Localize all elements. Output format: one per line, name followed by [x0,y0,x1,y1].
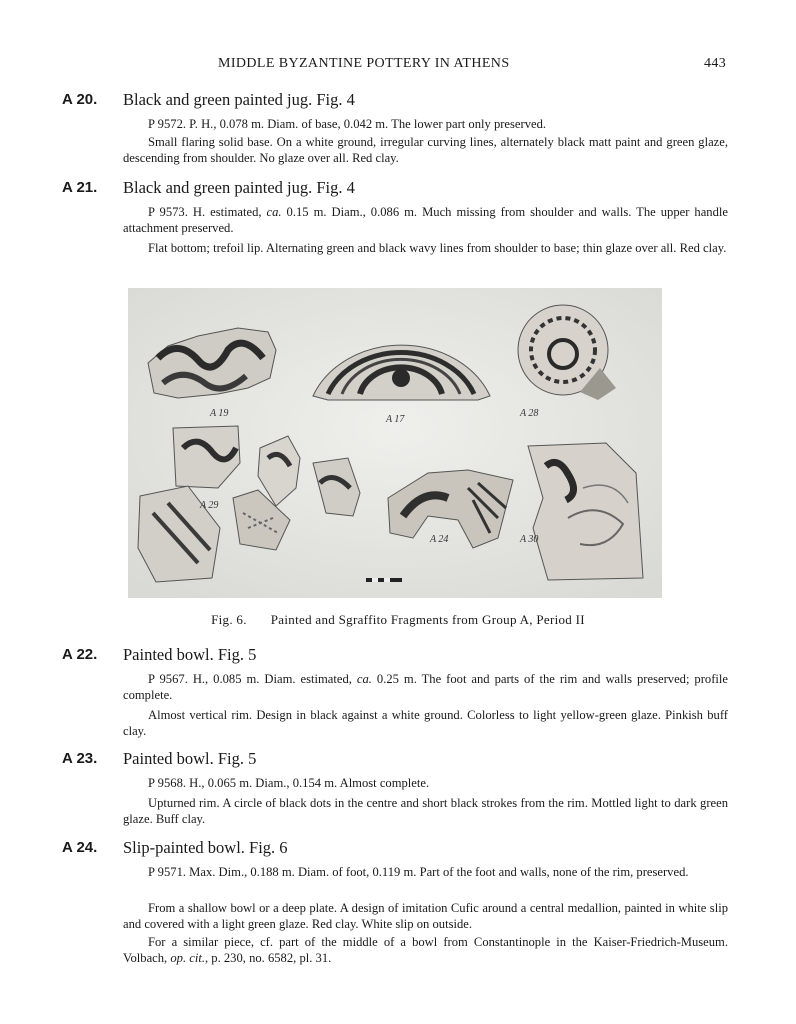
entry-paragraph: From a shallow bowl or a deep plate. A design of imitation Cufic around a central medallion, painted in white slip and covered with a light green glaze. Red clay. White slip on outside. [123,901,728,931]
entry-title: Painted bowl. Fig. 5 [123,749,257,768]
label-a24: A 24 [430,534,449,545]
entry-paragraph: P 9568. H., 0.065 m. Diam., 0.154 m. Almost complete. [148,776,430,790]
catalogue-number: A 24. [62,839,98,856]
entry-paragraph: Upturned rim. A circle of black dots in the centre and short black strokes from the rim. Mottled light to dark green glaze. Buff clay. [123,796,728,826]
entry-heading [0,645,796,667]
entry-title: Painted bowl. Fig. 5 [123,645,257,664]
entry-paragraph: P 9567. H., 0.085 m. Diam. estimated, ca. 0.25 m. The foot and parts of the rim and walls preserved; profile complete. [123,672,728,702]
entry-heading [0,749,796,771]
label-a28: A 28 [520,408,539,419]
entry-paragraph: For a similar piece, cf. part of the middle of a bowl from Constantinople in the Kaiser-Friedrich-Museum. Volbach, op. cit., p. 230, no. 6582, pl. 31. [123,935,728,965]
entry-paragraph: Almost vertical rim. Design in black against a white ground. Colorless to light yellow-green glaze. Pinkish buff clay. [123,708,728,738]
entry-paragraph: P 9572. P. H., 0.078 m. Diam. of base, 0.042 m. The lower part only preserved. [148,117,547,131]
entry-heading [0,90,796,112]
label-a19: A 19 [210,408,229,419]
caption-text: Painted and Sgraffito Fragments from Group A, Period II [270,612,585,627]
scale-bar [366,578,402,582]
entry-heading [0,838,796,860]
entry-title: Black and green painted jug. Fig. 4 [123,90,355,109]
figure-photograph [128,288,662,598]
page-number: 443 [704,56,727,71]
sherd-a30 [528,443,643,580]
catalogue-number: A 20. [62,91,98,108]
caption-label: Fig. 6. [211,612,247,627]
entry-title: Slip-painted bowl. Fig. 6 [123,838,288,857]
catalogue-number: A 22. [62,646,98,663]
entry-paragraph: Flat bottom; trefoil lip. Alternating green and black wavy lines from shoulder to base; thin glaze over all. Red clay. [148,241,727,255]
entry-paragraph: Small flaring solid base. On a white ground, irregular curving lines, alternately black matt paint and green glaze, descending from shoulder. No glaze over all. Red clay. [123,135,728,165]
figure-caption [0,612,796,628]
catalogue-number: A 23. [62,750,98,767]
label-a17: A 17 [386,414,405,425]
running-title: MIDDLE BYZANTINE POTTERY IN ATHENS [218,56,510,71]
catalogue-number: A 21. [62,179,98,196]
running-head [0,56,796,76]
entry-paragraph: P 9573. H. estimated, ca. 0.15 m. Diam., 0.086 m. Much missing from shoulder and walls. The upper handle attachment preserved. [123,205,728,235]
label-a30: A 30 [520,534,539,545]
entry-heading [0,178,796,200]
label-a29: A 29 [200,500,219,511]
entry-paragraph: P 9571. Max. Dim., 0.188 m. Diam. of foot, 0.119 m. Part of the foot and walls, none of the rim, preserved. [148,865,689,879]
entry-title: Black and green painted jug. Fig. 4 [123,178,355,197]
